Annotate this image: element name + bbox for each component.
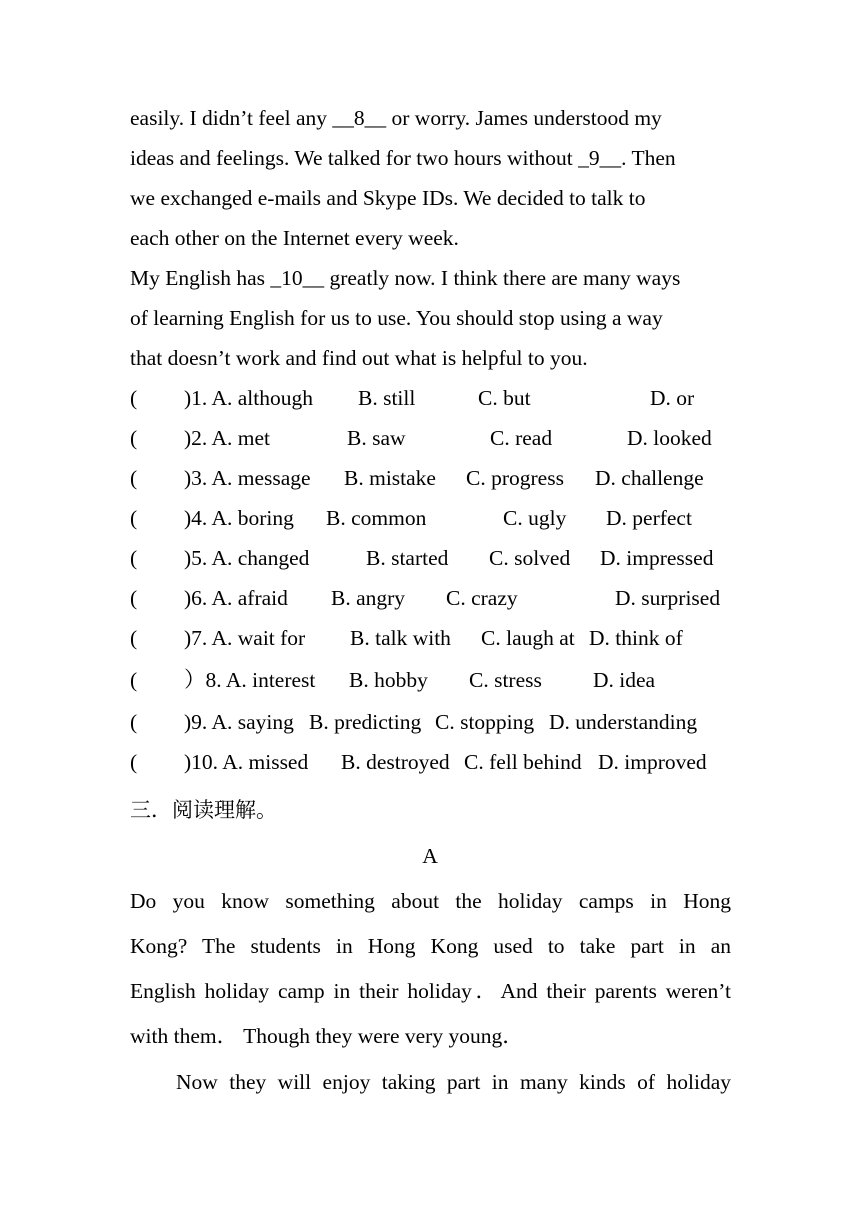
question-row <box>130 424 750 452</box>
question-option-c: C. stress <box>469 668 542 692</box>
question-option-c: C. ugly <box>503 506 567 530</box>
answer-bracket: ( <box>130 506 138 530</box>
question-option-d: D. or <box>650 386 695 410</box>
question-option-b: B. hobby <box>349 668 428 692</box>
passage-line: with them． Though they were very young． <box>130 1024 524 1048</box>
cloze-text-line: of learning English for us to use. You should stop using a way <box>130 306 663 330</box>
question-option-a: )9. A. saying <box>184 710 294 734</box>
passage-line: Now they will enjoy taking part in many kinds of holiday <box>176 1070 731 1094</box>
question-option-d: D. improved <box>598 750 707 774</box>
question-option-d: D. think of <box>589 626 683 650</box>
question-option-d: D. perfect <box>606 506 692 530</box>
question-option-a: ）8. A. interest <box>184 668 316 692</box>
question-option-c: C. read <box>490 426 553 450</box>
passage-line: Do you know something about the holiday camps in Hong <box>130 889 731 913</box>
question-row <box>130 544 750 572</box>
answer-bracket: ( <box>130 586 138 610</box>
answer-bracket: ( <box>130 750 138 774</box>
question-option-b: B. destroyed <box>341 750 450 774</box>
question-option-a: )6. A. afraid <box>184 586 288 610</box>
question-option-c: C. laugh at <box>481 626 575 650</box>
question-row <box>130 464 750 492</box>
question-option-b: B. talk with <box>350 626 451 650</box>
question-option-a: )10. A. missed <box>184 750 309 774</box>
cloze-text-line: easily. I didn’t feel any __8__ or worry. James understood my <box>130 106 662 130</box>
question-option-c: C. solved <box>489 546 571 570</box>
question-row <box>130 384 750 412</box>
question-row <box>130 666 750 694</box>
answer-bracket: ( <box>130 668 138 692</box>
answer-bracket: ( <box>130 626 138 650</box>
question-option-d: D. surprised <box>615 586 721 610</box>
passage-line: Kong? The students in Hong Kong used to take part in an <box>130 934 731 958</box>
question-option-c: C. but <box>478 386 531 410</box>
question-option-b: B. common <box>326 506 427 530</box>
question-option-b: B. mistake <box>344 466 436 490</box>
answer-bracket: ( <box>130 466 138 490</box>
question-option-b: B. still <box>358 386 416 410</box>
answer-bracket: ( <box>130 710 138 734</box>
passage-title: A <box>422 844 438 868</box>
question-row <box>130 584 750 612</box>
answer-bracket: ( <box>130 546 138 570</box>
question-option-d: D. understanding <box>549 710 698 734</box>
cloze-text-line: we exchanged e-mails and Skype IDs. We decided to talk to <box>130 186 646 210</box>
passage-line: English holiday camp in their holiday．And their parents weren’t <box>130 979 731 1003</box>
cloze-text-line: My English has _10__ greatly now. I think there are many ways <box>130 266 681 290</box>
question-option-c: C. fell behind <box>464 750 582 774</box>
question-option-d: D. looked <box>627 426 712 450</box>
question-option-a: )7. A. wait for <box>184 626 306 650</box>
question-row <box>130 504 750 532</box>
question-option-a: )1. A. although <box>184 386 313 410</box>
answer-bracket: ( <box>130 386 138 410</box>
question-row <box>130 748 750 776</box>
question-option-b: B. angry <box>331 586 406 610</box>
cloze-text-line: each other on the Internet every week. <box>130 226 459 250</box>
cloze-text-line: that doesn’t work and find out what is helpful to you. <box>130 346 588 370</box>
question-option-b: B. predicting <box>309 710 422 734</box>
section-heading: 三．阅读理解。 <box>130 798 277 822</box>
question-option-a: )4. A. boring <box>184 506 294 530</box>
question-option-d: D. challenge <box>595 466 704 490</box>
question-option-a: )3. A. message <box>184 466 311 490</box>
question-row <box>130 708 750 736</box>
question-option-d: D. idea <box>593 668 656 692</box>
question-option-d: D. impressed <box>600 546 714 570</box>
question-row <box>130 624 750 652</box>
question-option-a: )5. A. changed <box>184 546 310 570</box>
question-option-c: C. stopping <box>435 710 535 734</box>
cloze-text-line: ideas and feelings. We talked for two hours without _9__. Then <box>130 146 676 170</box>
question-option-c: C. progress <box>466 466 564 490</box>
question-option-a: )2. A. met <box>184 426 270 450</box>
question-option-b: B. saw <box>347 426 406 450</box>
question-option-c: C. crazy <box>446 586 518 610</box>
question-option-b: B. started <box>366 546 449 570</box>
answer-bracket: ( <box>130 426 138 450</box>
